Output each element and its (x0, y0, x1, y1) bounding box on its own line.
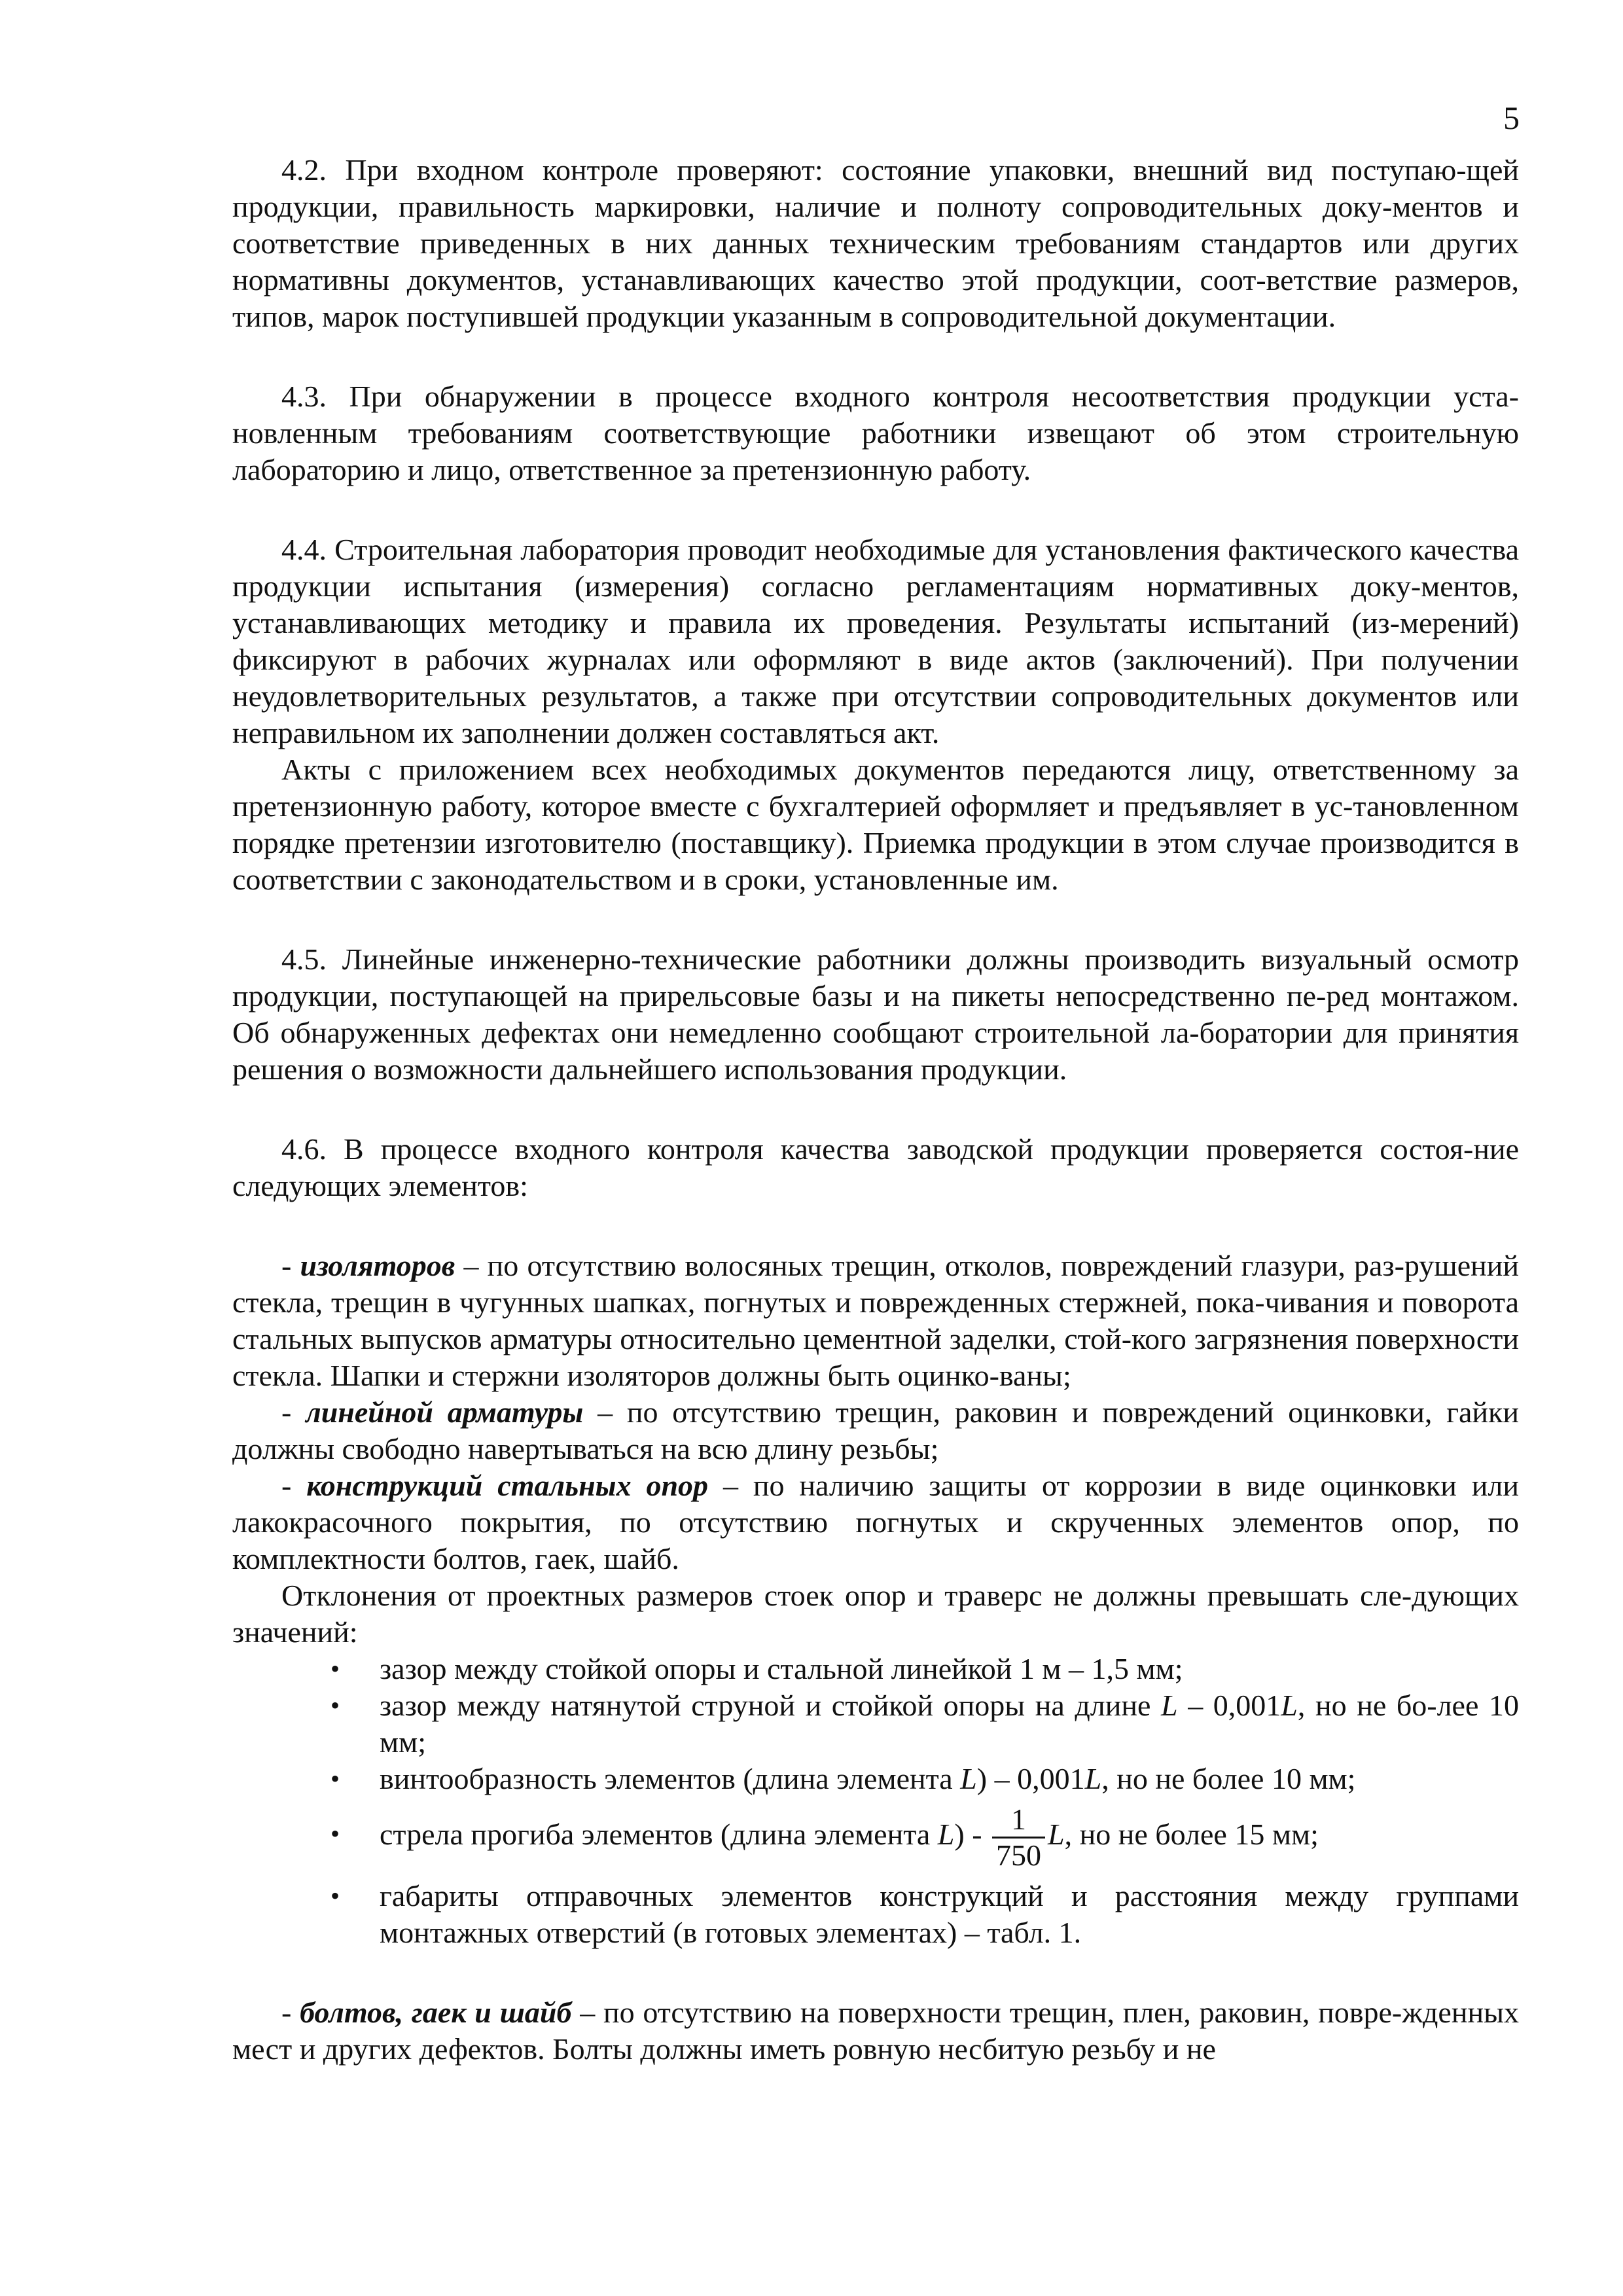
item-steel-structures (232, 1467, 1519, 1577)
paragraph-4-6: 4.6. В процессе входного контроля качества заводской продукции проверяется состоя-ние следующих элементов: (232, 1132, 1519, 1202)
item-bolts-text: – по отсутствию на поверхности трещин, плен, раковин, повре-жденных мест и других дефектов. Болты должны иметь ровную несбитую резьбу и не (232, 1996, 1519, 2066)
item-line-fittings (232, 1394, 1519, 1467)
list-item-text-pre: винтообразность элементов (длина элемента (380, 1762, 961, 1795)
list-item-text-mid: ) – 0,001 (976, 1762, 1085, 1795)
variable-l: L (1160, 1689, 1178, 1722)
list-item-text-post: , но не более 10 мм; (1101, 1762, 1356, 1795)
fraction-numerator: 1 (992, 1803, 1045, 1839)
list-item-gap-ruler (232, 1651, 1519, 1687)
item-steel-dash: - (281, 1469, 307, 1502)
list-item-dimensions (232, 1878, 1519, 1951)
paragraph-4-2: 4.2. При входном контроле проверяют: состояние упаковки, внешний вид поступаю-щей продукции, правильность маркировки, наличие и полноту сопроводительных доку-ментов и соответствие приведенных в них данных техническим требованиям стандартов или других нормативны документов, устанавливающих качество этой продукции, соот-ветствие размеров, типов, марок поступившей продукции указанным в сопроводительной документации. (232, 153, 1519, 333)
deviations-list (232, 1651, 1519, 1951)
item-fittings-dash: - (281, 1395, 306, 1429)
item-steel-term: конструкций стальных опор (306, 1469, 709, 1502)
fraction-denominator: 750 (996, 1839, 1042, 1872)
list-item-text-pre: зазор между натянутой струной и стойкой опоры на длине (380, 1689, 1161, 1722)
item-fittings-text: – по отсутствию трещин, раковин и повреждений оцинковки, гайки должны свободно навертываться на всю длину резьбы; (232, 1395, 1520, 1465)
variable-l: L (937, 1818, 955, 1852)
list-item-text-mid: ) - (954, 1818, 990, 1852)
variable-l: L (1281, 1689, 1298, 1722)
paragraph-4-5: 4.5. Линейные инженерно-технические работники должны производить визуальный осмотр продукции, поступающей на прирельсовые базы и на пикеты непосредственно пе-ред монтажом. Об обнаруженных дефектах они немедленно сообщают строительной ла-боратории для принятия решения о возможности дальнейшего использования продукции. (232, 942, 1519, 1086)
fraction-1-750 (992, 1803, 1045, 1873)
list-item-text-mid: – 0,001 (1177, 1689, 1281, 1722)
item-bolts-dash: - (281, 1996, 300, 2029)
item-steel-text: – по наличию защиты от коррозии в виде оцинковки или лакокрасочного покрытия, по отсутствию погнутых и скрученных элементов опор, по комплектности болтов, гаек, шайб. (232, 1469, 1519, 1575)
bullet-icon: • (330, 1691, 340, 1720)
list-item-text: габариты отправочных элементов конструкций и расстояния между группами монтажных отверстий (в готовых элементах) – табл. 1. (380, 1879, 1519, 1949)
bullet-icon: • (330, 1764, 340, 1793)
variable-l: L (1084, 1762, 1102, 1795)
list-item-text-post: , но не более 15 мм; (1064, 1818, 1319, 1852)
paragraph-4-3: 4.3. При обнаружении в процессе входного контроля несоответствия продукции уста-новленным требованиям соответствующие работники извещают об этом строительную лабораторию и лицо, ответственное за претензионную работу. (232, 380, 1519, 486)
list-item-twist (232, 1761, 1519, 1797)
item-fittings-term: линейной арматуры (306, 1395, 584, 1429)
bullet-icon: • (330, 1819, 340, 1848)
page-number: 5 (1503, 99, 1520, 136)
item-insulators-term: изоляторов (300, 1249, 455, 1282)
list-item-gap-string (232, 1687, 1519, 1761)
list-item-text-pre: стрела прогиба элементов (длина элемента (380, 1818, 938, 1852)
bullet-icon: • (330, 1654, 340, 1683)
variable-l: L (960, 1762, 977, 1795)
bullet-icon: • (330, 1881, 340, 1910)
paragraph-4-4: 4.4. Строительная лаборатория проводит необходимые для установления фактического качества продукции испытания (измерения) согласно регламентациям нормативных доку-ментов, устанавливающих методику и правила их проведения. Результаты испытаний (из-мерений) фиксируют в рабочих журналах или оформляют в виде актов (заключений). При получении неудовлетворительных результатов, а также при отсутствии сопроводительных документов или неправильном их заполнении должен составляться акт. (232, 533, 1519, 749)
item-bolts (232, 1994, 1519, 2068)
paragraph-deviations-intro: Отклонения от проектных размеров стоек опор и траверс не должны превышать сле-дующих значений: (232, 1579, 1519, 1649)
variable-l: L (1048, 1818, 1065, 1852)
item-insulators (232, 1247, 1519, 1394)
item-bolts-term: болтов, гаек и шайб (300, 1996, 572, 2029)
item-insulators-dash: - (281, 1249, 300, 1282)
list-item-text: зазор между стойкой опоры и стальной линейкой 1 м – 1,5 мм; (380, 1652, 1183, 1685)
document-body (232, 152, 1519, 2068)
item-insulators-text: – по отсутствию волосяных трещин, отколов, повреждений глазури, раз-рушений стекла, трещин в чугунных шапках, погнутых и поврежденных стержней, пока-чивания и поворота стальных выпусков арматуры относительно цементной заделки, стой-кого загрязнения поверхности стекла. Шапки и стержни изоляторов должны быть оцинко-ваны; (232, 1249, 1519, 1392)
list-item-deflection (232, 1797, 1519, 1878)
paragraph-4-4-acts: Акты с приложением всех необходимых документов передаются лицу, ответственному за претензионную работу, которое вместе с бухгалтерией оформляет и предъявляет в ус-тановленном порядке претензии изготовителю (поставщику). Приемка продукции в этом случае производится в соответствии с законодательством и в сроки, установленные им. (232, 753, 1519, 896)
list-item-text-post: , но не бо-лее 10 мм; (380, 1689, 1519, 1759)
